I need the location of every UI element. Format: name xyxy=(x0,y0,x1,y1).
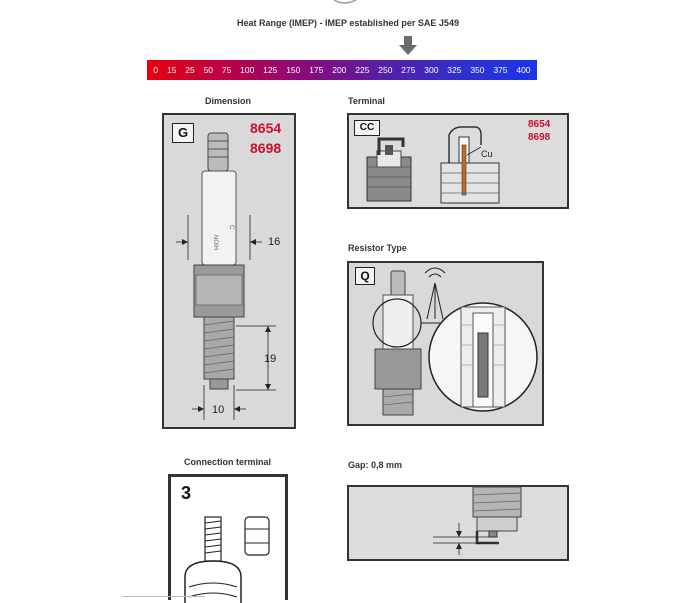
heat-tick: 50 xyxy=(203,65,214,75)
connection-terminal-panel xyxy=(168,474,288,600)
resistor-code-badge: Q xyxy=(355,267,375,285)
electrode-drawing xyxy=(349,115,571,211)
heat-tick: 250 xyxy=(378,65,393,75)
heat-tick: 75 xyxy=(221,65,232,75)
thread-diameter-value: 10 xyxy=(212,404,225,416)
top-fragment xyxy=(330,0,360,6)
resistor-label: Resistor Type xyxy=(348,243,407,253)
heat-tick: 300 xyxy=(424,65,439,75)
heat-tick: 325 xyxy=(447,65,462,75)
heat-tick: 25 xyxy=(185,65,195,75)
gap-label: Gap: 0,8 mm xyxy=(348,460,403,470)
thread-length-value: 19 xyxy=(264,353,277,365)
connection-terminal-label: Connection terminal xyxy=(184,457,272,467)
resistor-panel xyxy=(347,261,544,426)
heat-tick: 175 xyxy=(309,65,324,75)
resistor-cutaway-drawing xyxy=(349,263,546,428)
svg-text:NOIH: NOIH xyxy=(212,235,218,250)
dimension-part-number: 8698 xyxy=(250,140,282,156)
bottom-divider xyxy=(122,596,204,597)
dimension-panel xyxy=(162,113,296,429)
heat-tick: 400 xyxy=(516,65,531,75)
svg-text:C: C xyxy=(228,225,234,230)
terminal-label: Terminal xyxy=(348,96,385,106)
hex-size-value: 16 xyxy=(268,236,281,248)
heat-tick: 275 xyxy=(401,65,416,75)
antenna-icon xyxy=(425,268,445,319)
heat-tick: 150 xyxy=(286,65,301,75)
heat-tick: 375 xyxy=(493,65,508,75)
spark-plug-dimension-drawing xyxy=(164,115,298,431)
heat-tick: 125 xyxy=(263,65,278,75)
heat-tick: 350 xyxy=(470,65,485,75)
heat-tick: 0 xyxy=(153,65,159,75)
terminal-code-badge: CC xyxy=(354,120,380,136)
heat-range-indicator-arrow-icon xyxy=(398,36,418,56)
dimension-code-badge: G xyxy=(172,123,194,143)
terminal-nut-drawing xyxy=(171,477,291,603)
heat-tick: 100 xyxy=(240,65,255,75)
dimension-part-number: 8654 xyxy=(250,120,282,136)
heat-tick: 15 xyxy=(166,65,177,75)
terminal-panel xyxy=(347,113,569,209)
heat-range-title: Heat Range (IMEP) - IMEP established per SAE J549 xyxy=(237,18,459,28)
terminal-part-number: 8654 xyxy=(528,119,551,130)
gap-drawing xyxy=(349,487,571,563)
heat-range-scale xyxy=(147,60,537,80)
dimension-label: Dimension xyxy=(205,96,252,106)
heat-tick: 225 xyxy=(355,65,370,75)
connection-code-badge: 3 xyxy=(181,483,192,503)
heat-tick: 200 xyxy=(332,65,347,75)
copper-core-label: Cu xyxy=(481,149,493,159)
terminal-part-number: 8698 xyxy=(528,132,551,143)
gap-panel xyxy=(347,485,569,561)
